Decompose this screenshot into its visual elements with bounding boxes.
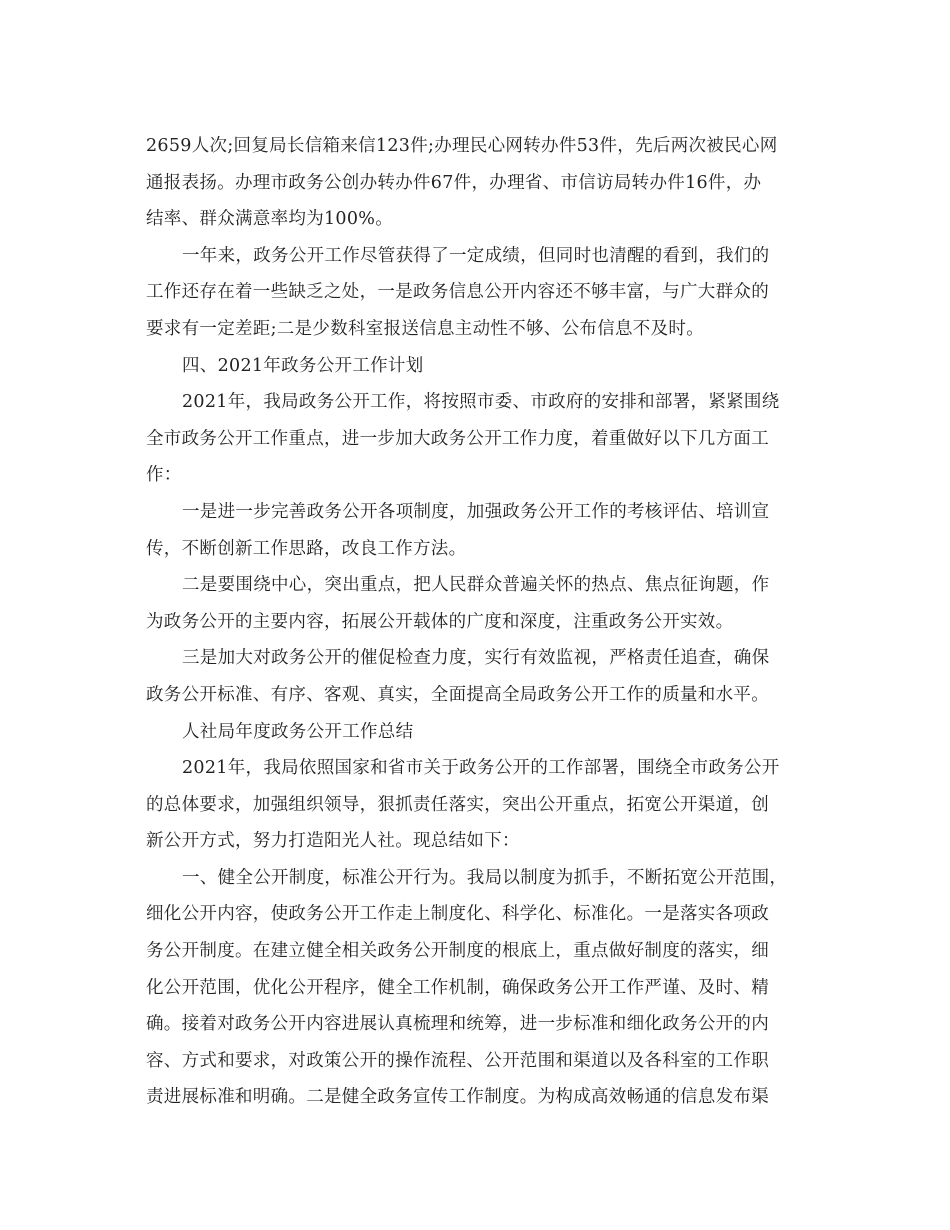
text-line: 一年来，政务公开工作尽管获得了一定成绩，但同时也清醒的看到，我们的 [182,245,770,266]
document-body [146,128,806,1116]
text-line: 二是要围绕中心，突出重点，把人民群众普遍关怀的热点、焦点征询题，作 [182,575,770,596]
text-line: 一是进一步完善政务公开各项制度，加强政务公开工作的考核评估、培训宣 [182,501,770,522]
text-line: 2021年，我局依照国家和省市关于政务公开的工作部署，围绕全市政务公开 [182,758,780,779]
text-line: 新公开方式，努力打造阳光人社。现总结如下： [146,831,520,852]
section-heading: 四、2021年政务公开工作计划 [182,355,424,376]
text-line: 要求有一定差距;二是少数科室报送信息主动性不够、公布信息不及时。 [146,318,704,339]
text-line: 责进展标准和明确。二是健全政务宣传工作制度。为构成高效畅通的信息发布渠 [146,1087,769,1108]
text-line: 的总体要求，加强组织领导，狠抓责任落实，突出公开重点，拓宽公开渠道，创 [146,794,769,815]
text-line: 细化公开内容，使政务公开工作走上制度化、科学化、标准化。一是落实各项政 [146,904,769,925]
text-line: 结率、群众满意率均为100%。 [146,209,394,230]
text-line: 为政务公开的主要内容，拓展公开载体的广度和深度，注重政务公开实效。 [146,611,734,632]
text-line: 全市政务公开工作重点，进一步加大政务公开工作力度，着重做好以下几方面工 [146,428,769,449]
text-line: 务公开制度。在建立健全相关政务公开制度的根底上，重点做好制度的落实，细 [146,941,769,962]
text-line: 2021年，我局政务公开工作，将按照市委、市政府的安排和部署，紧紧围绕 [182,392,780,413]
text-line: 三是加大对政务公开的催促检查力度，实行有效监视，严格责任追查，确保 [182,648,770,669]
text-line: 通报表扬。办理市政务公创办转办件67件，办理省、市信访局转办件16件，办 [146,172,762,193]
document-title: 人社局年度政务公开工作总结 [182,721,414,742]
text-line: 2659人次;回复局长信箱来信123件;办理民心网转办件53件，先后两次被民心网 [146,136,778,156]
text-line: 工作还存在着一些缺乏之处，一是政务信息公开内容还不够丰富，与广大群众的 [146,282,769,303]
text-line: 一、健全公开制度，标准公开行为。我局以制度为抓手，不断拓宽公开范围， [182,867,788,888]
text-line: 政务公开标准、有序、客观、真实，全面提高全局政务公开工作的质量和水平。 [146,684,769,705]
text-line: 化公开范围，优化公开程序，健全工作机制，确保政务公开工作严谨、及时、精 [146,977,769,998]
text-line: 确。接着对政务公开内容进展认真梳理和统筹，进一步标准和细化政务公开的内 [146,1014,769,1035]
text-line: 传，不断创新工作思路，改良工作方法。 [146,538,467,559]
text-line: 作： [146,465,182,486]
text-line: 容、方式和要求，对政策公开的操作流程、公开范围和渠道以及各科室的工作职 [146,1050,769,1071]
